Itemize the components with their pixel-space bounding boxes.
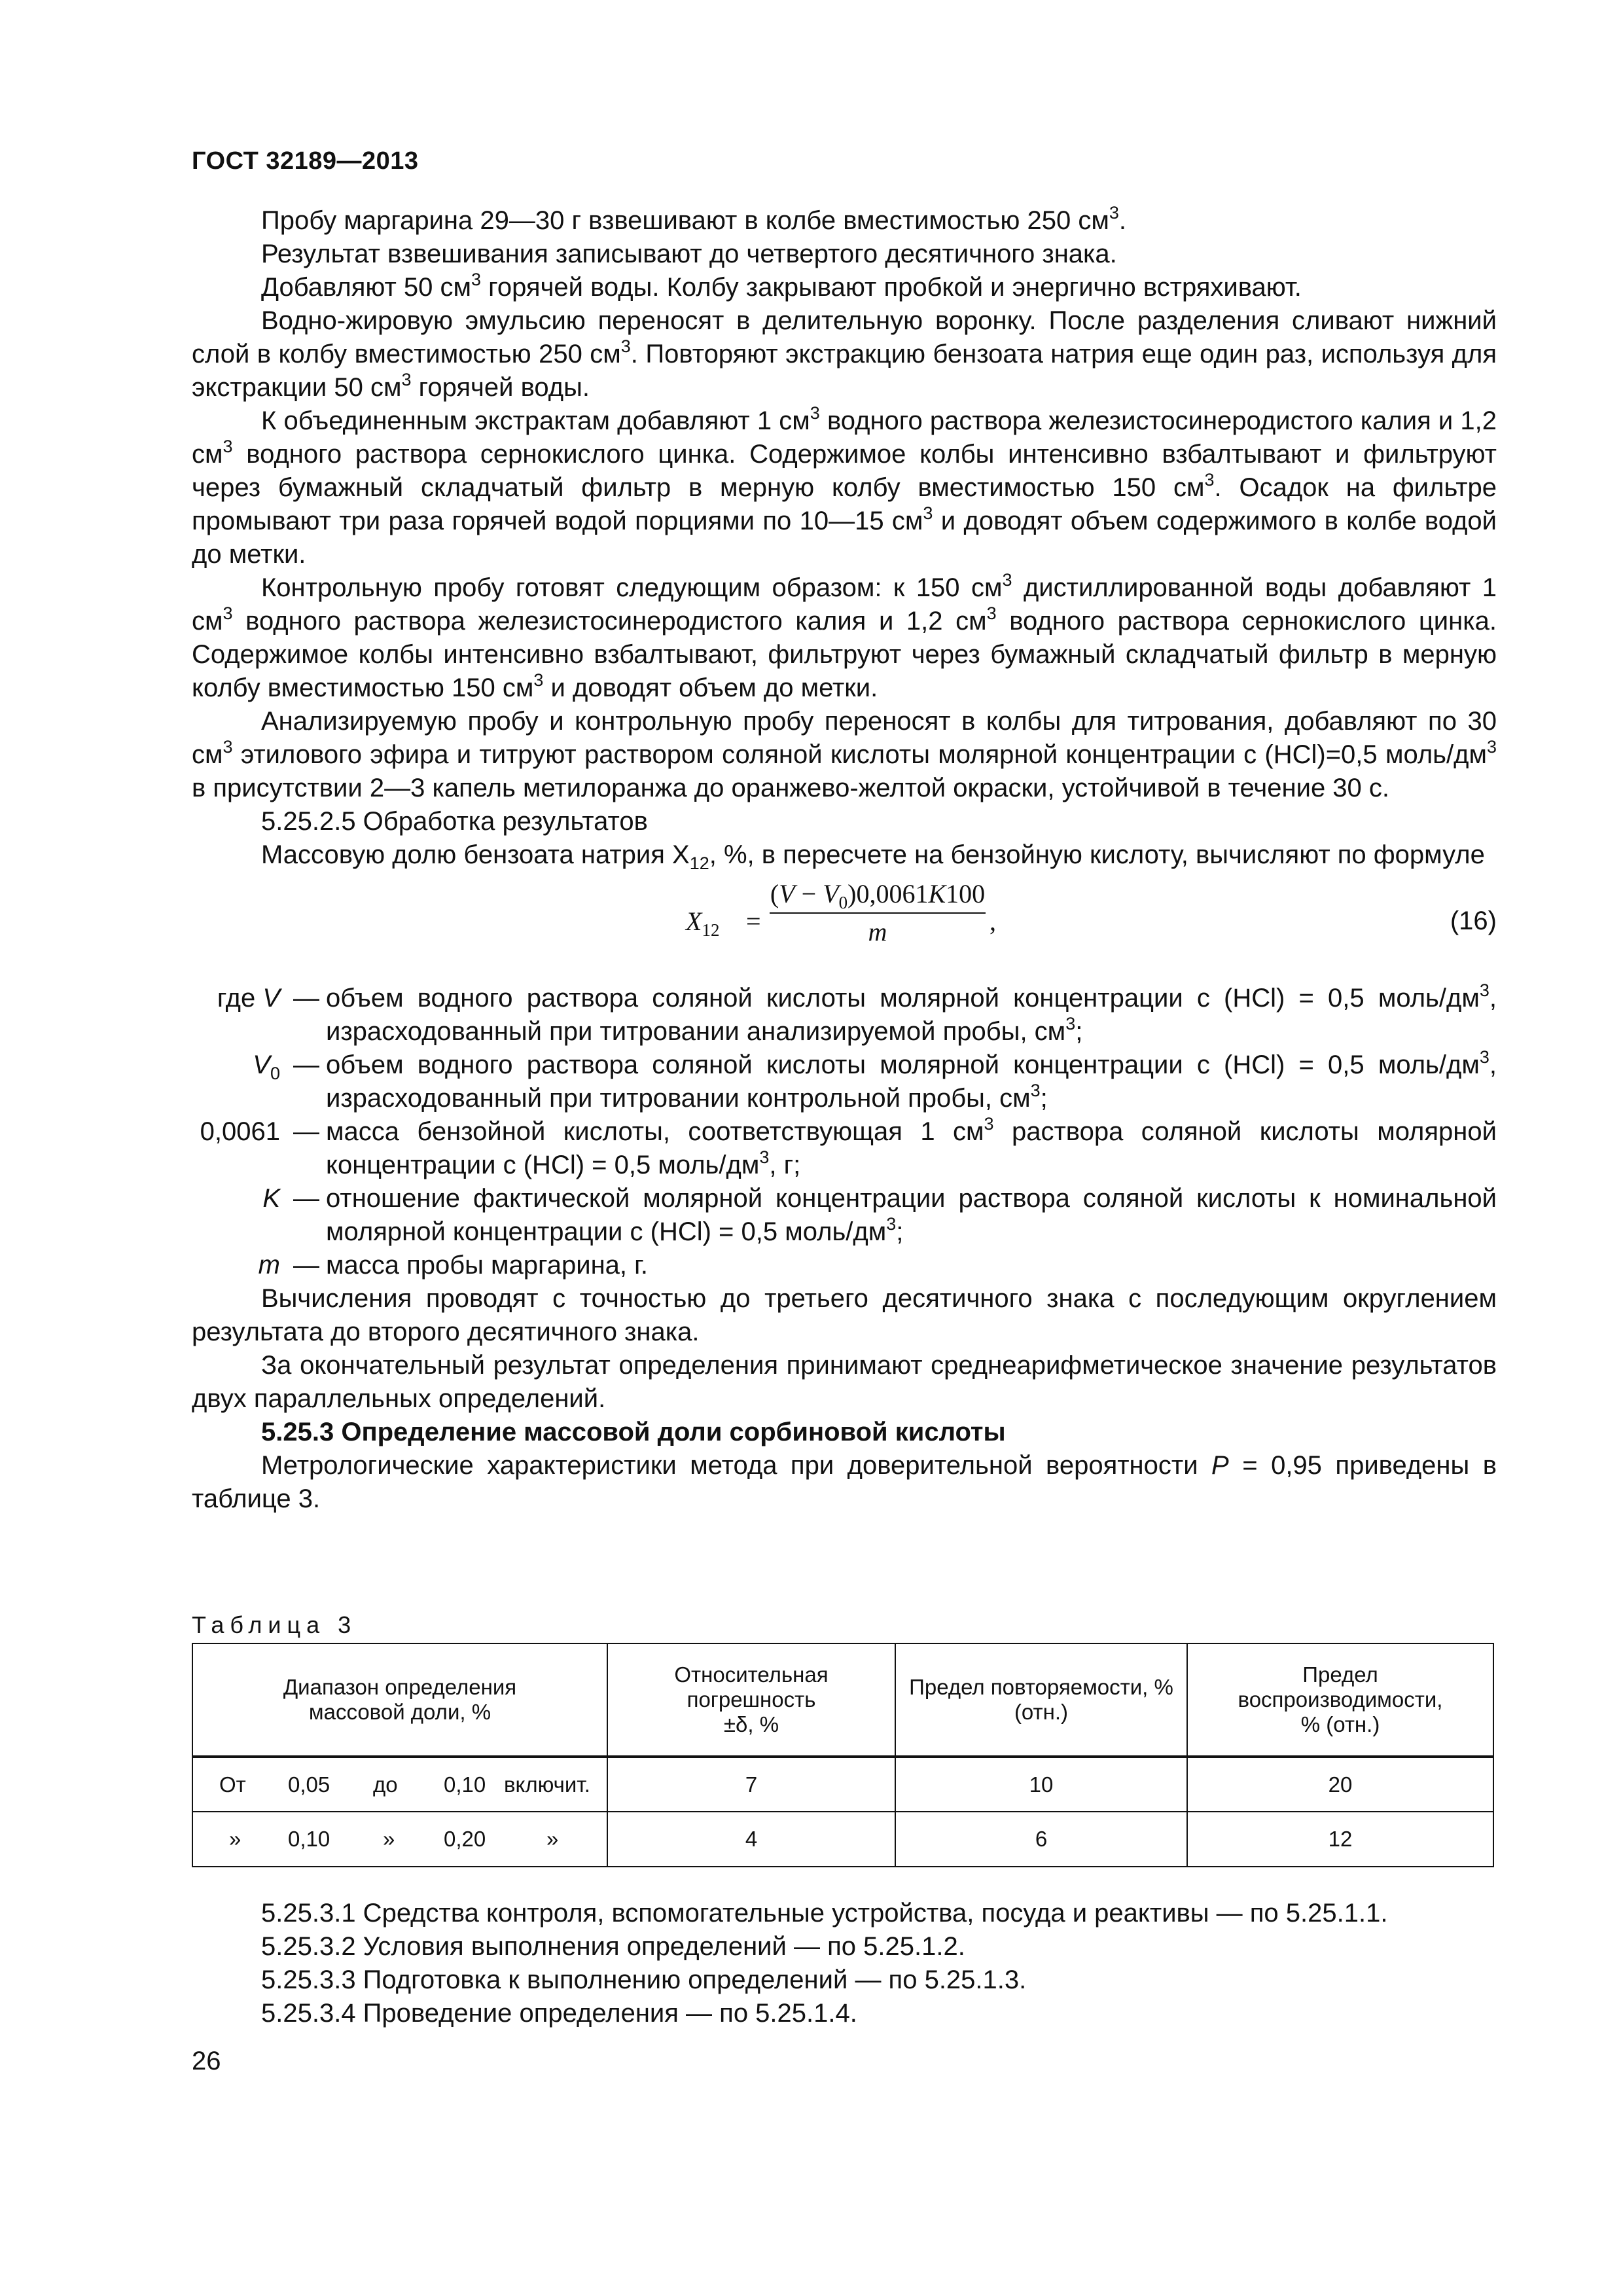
range-to-value: 0,10	[444, 1772, 486, 1797]
definition-symbol: 0,0061	[200, 1117, 280, 1146]
definition-dash: —	[293, 1184, 319, 1213]
range-cell	[192, 1812, 607, 1867]
list-item: 5.25.3.4 Проведение определения — по 5.25.1.4.	[261, 1999, 857, 2028]
paragraph: К объединенным экстрактам добавляют 1 $см^3$ водного раствора железистосинеродистого калия и 1,2 $см^3$ водного раствора сернокислого цинка. Содержимое колбы интенсивно взбалтывают и фильтруют через бумажный складчатый фильтр в мерную колбу вместимостью 150 $см^3$. Осадок на фильтре промывают три раза горячей водой порциями по 10—15 $см^3$ и доводят объем содержимого в колбе водой до метки.	[192, 403, 1497, 569]
reproducibility-cell: 12	[1187, 1812, 1493, 1867]
definition-row	[192, 982, 1497, 1049]
paragraph: Результат взвешивания записывают до четвертого десятичного знака.	[261, 240, 1117, 268]
definition-row	[192, 1249, 1497, 1282]
range-to-word: »	[383, 1827, 395, 1851]
subsection-list	[192, 1897, 1497, 2030]
range-from-value: 0,10	[288, 1827, 330, 1851]
range-to-value: 0,20	[444, 1827, 486, 1851]
formula-number: (16)	[1450, 906, 1497, 935]
header-text: Диапазон определения массовой доли, %	[283, 1675, 517, 1724]
formula-equals: =	[746, 906, 761, 936]
header-repeatability	[895, 1643, 1187, 1757]
paragraph: Водно-жировую эмульсию переносят в делительную воронку. После разделения сливают нижний слой в колбу вместимостью 250 $см^3$. Повторяют экстракцию бензоата натрия еще один раз, используя для экстракции 50 $см^3$ горячей воды.	[192, 306, 1497, 402]
range-from-word: От	[219, 1772, 246, 1797]
formula-comma: ,	[990, 906, 996, 936]
range-inclusive: включит.	[504, 1772, 590, 1797]
page-number: 26	[192, 2047, 221, 2075]
header-error	[607, 1643, 895, 1757]
table-header-row	[192, 1643, 1493, 1757]
formula-block	[192, 877, 1497, 975]
header-text: Предел повторяемости, % (отн.)	[909, 1675, 1173, 1724]
table-row	[192, 1757, 1493, 1812]
range-from-value: 0,05	[288, 1772, 330, 1797]
document-header: ГОСТ 32189—2013	[192, 147, 419, 175]
formula-fraction	[770, 877, 986, 948]
paragraph: Анализируемую пробу и контрольную пробу переносят в колбы для титрования, добавляют по 30 $см^3$ этилового эфира и титруют раствором соляной кислоты молярной концентрации с (HCl)=0,5 моль/$дм^3$ в присутствии 2—3 капель метилоранжа до оранжево-желтой окраски, устойчивой в течение 30 с.	[192, 707, 1497, 802]
range-cell	[192, 1757, 607, 1812]
paragraph: Массовую долю бензоата натрия $Х_{12}$, %, в пересчете на бензойную кислоту, вычисляют по формуле	[261, 840, 1485, 873]
formula	[686, 877, 1497, 975]
error-cell: 7	[607, 1757, 895, 1812]
formula-numerator: $(V - V_0)0,0061K100$	[770, 879, 986, 912]
list-item: 5.25.3.3 Подготовка к выполнению определений — по 5.25.1.3.	[261, 1965, 1027, 1994]
main-text	[192, 204, 1497, 1516]
definition-text: объем водного раствора соляной кислоты молярной концентрации с (HCl) = 0,5 моль/$дм^3$, израсходованный при титровании анализируемой пробы, $см^3$;	[326, 980, 1497, 1046]
definition-text: объем водного раствора соляной кислоты молярной концентрации с (HCl) = 0,5 моль/$дм^3$, израсходованный при титровании контрольной пробы, $см^3$;	[326, 1047, 1497, 1113]
range-from-word: »	[229, 1827, 241, 1851]
repeatability-cell: 6	[895, 1812, 1187, 1867]
definition-text: масса бензойной кислоты, соответствующая 1 $см^3$ раствора соляной кислоты молярной концентрации с (HCl) = 0,5 моль/$дм^3$, г;	[326, 1114, 1497, 1179]
reproducibility-cell: 20	[1187, 1757, 1493, 1812]
definition-row	[192, 1182, 1497, 1249]
range-to-word: до	[373, 1772, 398, 1797]
list-item: 5.25.3.1 Средства контроля, вспомогательные устройства, посуда и реактивы — по 5.25.1.1.	[261, 1899, 1388, 1928]
paragraph: Контрольную пробу готовят следующим образом: к 150 $см^3$ дистиллированной воды добавляют 1 $см^3$ водного раствора железистосинеродистого калия и 1,2 $см^3$ водного раствора сернокислого цинка. Содержимое колбы интенсивно взбалтывают, фильтруют через бумажный складчатый фильтр в мерную колбу вместимостью 150 $см^3$ и доводят объем до метки.	[192, 570, 1497, 702]
section-heading: 5.25.3 Определение массовой доли сорбиновой кислоты	[261, 1418, 1006, 1446]
error-cell: 4	[607, 1812, 895, 1867]
formula-lhs: $X_{12}$	[686, 906, 720, 940]
table-caption: Таблица 3	[192, 1611, 357, 1638]
variable-definitions	[192, 982, 1497, 1282]
paragraph: Пробу маргарина 29—30 г взвешивают в колбе вместимостью 250 $см^3$.	[261, 203, 1126, 235]
header-range	[192, 1643, 607, 1757]
paragraph: Вычисления проводят с точностью до третьего десятичного знака с последующим округлением результата до второго десятичного знака.	[192, 1284, 1497, 1346]
definition-row	[192, 1049, 1497, 1115]
fraction-bar	[770, 912, 986, 914]
definition-text: масса пробы маргарина, г.	[326, 1251, 648, 1280]
paragraph: Добавляют 50 $см^3$ горячей воды. Колбу закрывают пробкой и энергично встряхивают.	[261, 270, 1302, 302]
table-row	[192, 1812, 1493, 1867]
range-inclusive: »	[546, 1827, 559, 1851]
definition-row	[192, 1115, 1497, 1182]
definition-symbol: $V_0$	[253, 1050, 280, 1083]
formula-denominator: m	[868, 917, 887, 946]
definition-dash: —	[293, 1050, 319, 1079]
definition-symbol: m	[258, 1251, 280, 1280]
definition-dash: —	[293, 1117, 319, 1146]
definition-text: отношение фактической молярной концентрации раствора соляной кислоты к номинальной молярной концентрации с (HCl) = 0,5 моль/$дм^3$;	[326, 1184, 1497, 1246]
definition-dash: —	[293, 984, 319, 1013]
repeatability-cell: 10	[895, 1757, 1187, 1812]
paragraph: За окончательный результат определения принимают среднеарифметическое значение результатов двух параллельных определений.	[192, 1351, 1497, 1413]
header-reproducibility	[1187, 1643, 1493, 1757]
definition-symbol: K	[262, 1184, 280, 1213]
subsection-heading: 5.25.2.5 Обработка результатов	[261, 807, 648, 836]
list-item: 5.25.3.2 Условия выполнения определений — по 5.25.1.2.	[261, 1932, 965, 1961]
definition-symbol: где V	[217, 984, 280, 1013]
paragraph: Метрологические характеристики метода при доверительной вероятности P = 0,95 приведены в таблице 3.	[192, 1451, 1497, 1513]
header-text: Предел воспроизводимости, % (отн.)	[1238, 1662, 1443, 1736]
definition-dash: —	[293, 1251, 319, 1280]
metrology-table	[192, 1643, 1494, 1867]
header-text: Относительная погрешность ±δ, %	[674, 1662, 829, 1736]
